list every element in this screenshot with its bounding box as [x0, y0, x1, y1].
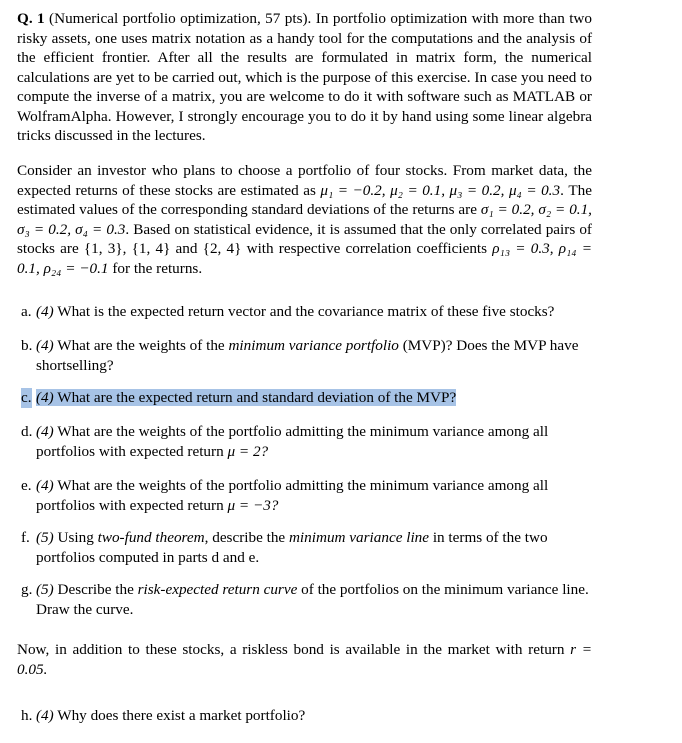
question-text: What are the weights of the [57, 337, 229, 354]
question-label: b. [21, 337, 33, 354]
question-text: Using [57, 529, 98, 546]
sigma1: σ₁ = 0.2, [480, 201, 539, 218]
rho13: ρ₁₃ = 0.3, [492, 240, 559, 257]
question-points: (4) [36, 423, 54, 440]
question-number: Q. 1 [17, 10, 45, 27]
question-points: (4) [36, 477, 54, 494]
rho24: ρ₂₄ = −0.1 [43, 259, 109, 277]
intro-body: In portfolio optimization with more than two risky assets, one uses matrix notation as a handy tool for the computations and the analysis of the efficient frontier. After all the results are formulated in matrix form, the numerical calculations are yet to be carried out, which is the purpose of this exercise. In case you need to compute the inverse of a matrix, you are welcome to do it with software such as MATLAB or WolframAlpha. However, I strongly encourage you to do it by hand using some linear algebra tricks discussed in the lectures. [17, 10, 592, 144]
question-text: What is the expected return vector and the covariance matrix of these five stocks? [57, 303, 555, 320]
mu1: μ₁ = −0.2, [320, 181, 391, 199]
question-label: h. [21, 707, 33, 724]
term-min-var-line: minimum variance line [288, 529, 430, 546]
question-text: (MVP)? Does the MVP have shortselling? [36, 337, 579, 374]
question-points: (4) [36, 707, 54, 724]
mu2: μ₂ = 0.1, [390, 181, 450, 199]
setup-text-3: . Based on statistical evidence, it is assumed that the only correlated pairs of stocks are {1, 3}, {1, 4} and {2, 4} with respective correlation coefficients [17, 220, 592, 257]
question-d [21, 422, 592, 461]
question-points: (4) [36, 303, 54, 320]
term-two-fund: two-fund theorem [97, 529, 205, 546]
math-expression: r = 0.05. [17, 641, 592, 678]
question-text: Why does there exist a market portfolio? [57, 707, 306, 724]
mu3: μ₃ = 0.2, [449, 181, 509, 199]
highlighted-text[interactable] [36, 389, 456, 406]
question-text: What are the expected return and standard deviation of the MVP? [57, 389, 457, 406]
question-points: (5) [36, 529, 54, 546]
question-text: in terms of the two portfolios computed in parts d and e. [36, 529, 548, 566]
sigma4: σ₄ = 0.3 [75, 220, 126, 238]
question-h [21, 706, 592, 726]
question-label: d. [21, 423, 33, 440]
bond-paragraph [17, 640, 592, 679]
setup-text-2: . The estimated values of the corresponding standard deviations of the returns are [17, 181, 592, 218]
question-g [21, 580, 592, 619]
question-c [21, 388, 592, 408]
question-text: What are the weights of the portfolio admitting the minimum variance among all portfolios with expected return [36, 477, 549, 514]
setup-text-1: Consider an investor who plans to choose a portfolio of four stocks. From market data, the expected returns of these stocks are estimated as [17, 162, 592, 199]
question-text: Describe the [57, 581, 138, 598]
question-points: (5) [36, 581, 54, 598]
math-expression: μ = 2? [227, 442, 269, 460]
math-expression: μ = −3? [227, 496, 279, 514]
intro-paragraph [17, 9, 592, 146]
mu4: μ₄ = 0.3 [508, 181, 561, 199]
question-title: (Numerical portfolio optimization, 57 pts). [49, 10, 312, 27]
question-e [21, 476, 592, 515]
question-label: e. [21, 477, 32, 494]
question-label: c. [21, 389, 32, 406]
question-text: , describe the [204, 529, 289, 546]
question-b [21, 336, 592, 375]
bond-text: Now, in addition to these stocks, a riskless bond is available in the market with return [17, 641, 571, 658]
question-a [21, 302, 592, 322]
sigma3: σ₃ = 0.2, [17, 220, 76, 238]
setup-text-4: for the returns. [108, 259, 203, 277]
question-label: f. [21, 529, 30, 546]
rho14: ρ₁₄ = 0.1, [17, 240, 592, 277]
question-label: a. [21, 303, 32, 320]
term-mvp: minimum variance portfolio [228, 337, 399, 354]
question-points: (4) [36, 389, 54, 406]
sigma2: σ₂ = 0.1, [538, 201, 592, 218]
term-risk-return: risk-expected return curve [137, 581, 298, 598]
question-text: What are the weights of the portfolio admitting the minimum variance among all portfolios with expected return [36, 423, 549, 460]
question-text: of the portfolios on the minimum variance line. Draw the curve. [36, 581, 589, 618]
setup-paragraph [17, 161, 592, 278]
question-label: g. [21, 581, 33, 598]
question-f [21, 528, 592, 567]
question-points: (4) [36, 337, 54, 354]
